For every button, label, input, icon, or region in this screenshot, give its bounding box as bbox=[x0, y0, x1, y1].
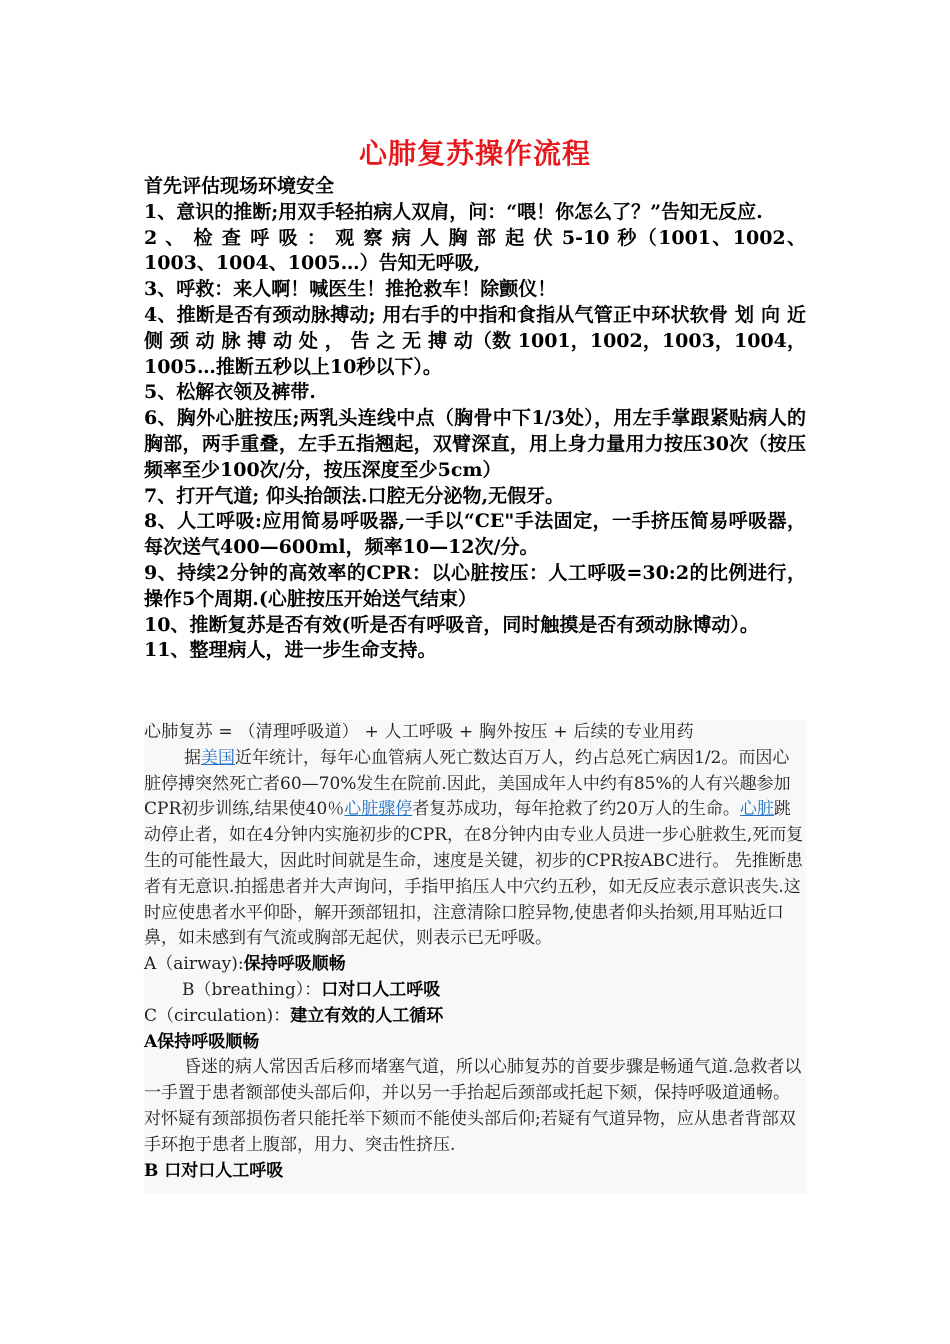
step-5: 5、松解衣领及裤带. bbox=[144, 381, 316, 404]
section-a-body: 昏迷的病人常因舌后移而堵塞气道，所以心肺复苏的首要步骤是畅通气道.急救者以一手置于患者额部使头部后仰，并以另一手抬起后颈部或托起下颏，保持呼吸道通畅。对怀疑有颈部损伤者只能托举下颏而不能使头部后仰;若疑有气道异物，应从患者背部双手环抱于患者上腹部，用力、突击性挤压. bbox=[144, 1057, 802, 1155]
step-8: 8、人工呼吸:应用简易呼吸器,一手以“CE"手法固定，一手挤压简易呼吸器，每次送气400—600ml，频率10—12次/分。 bbox=[144, 510, 806, 559]
step-11: 11、整理病人，进一步生命支持。 bbox=[144, 639, 437, 662]
step-7: 7、打开气道; 仰头抬颌法.口腔无分泌物,无假牙。 bbox=[144, 484, 565, 507]
para-text-3: 者复苏成功，每年抢救了约20万人的生命。 bbox=[412, 799, 740, 820]
link-usa[interactable]: 美国 bbox=[201, 747, 235, 768]
para-text-1: 据 bbox=[184, 747, 201, 768]
step-2: 2 、 检 查 呼 吸 ： 观 察 病 人 胸 部 起 伏 5-10 秒（1001、1002、1003、1004、1005…）告知无呼吸, bbox=[144, 226, 806, 275]
abc-airway bbox=[144, 952, 806, 978]
para-text-2: 近年统计，每年心血管病人死亡数达百万人，约占总死亡病因1/2。而因心脏停搏突然死亡者60—70%发生在院前.因此，美国成年人中约有85%的人有兴趣参加CPR初步训练,结果使40％ bbox=[144, 747, 791, 820]
statistics-paragraph bbox=[144, 746, 806, 952]
abc-b-text: 口对口人工呼吸 bbox=[321, 979, 441, 1000]
abc-a-prefix: A（airway): bbox=[144, 954, 244, 975]
para-text-4: 跳动停止者，如在4分钟内实施初步的CPR，在8分钟内由专业人员进一步心脏救生,死而复生的可能性最大，因此时间就是生命，速度是关键，初步的CPR按ABC进行。 先推断患者有无意识.拍摇患者并大声询问，手指甲掐压人中穴约五秒，如无反应表示意识丧失.这时应使患者水平仰卧，解开颈部钮扣，注意清除口腔异物,使患者仰头抬颏,用耳贴近口鼻，如未感到有气流或胸部无起伏，则表示已无呼吸。 bbox=[144, 799, 804, 949]
section-b-title: B 口对口人工呼吸 bbox=[144, 1160, 284, 1181]
step-9: 9、持续2分钟的高效率的CPR：以心脏按压：人工呼吸=30:2的比例进行，操作5个周期.(心脏按压开始送气结束） bbox=[144, 561, 806, 610]
link-heart[interactable]: 心脏 bbox=[739, 799, 774, 820]
abc-breathing bbox=[144, 978, 806, 1004]
page-title: 心肺复苏操作流程 bbox=[358, 137, 591, 170]
abc-b-prefix: B（breathing）： bbox=[182, 979, 322, 1000]
step-intro: 首先评估现场环境安全 bbox=[144, 175, 335, 197]
step-1: 1、意识的推断;用双手轻拍病人双肩，问：“喂！你怎么了？”告知无反应. bbox=[144, 200, 763, 223]
step-6: 6、胸外心脏按压;两乳头连线中点（胸骨中下1/3处），用左手掌跟紧贴病人的胸部，两手重叠，左手五指翘起，双臂深直，用上身力量用力按压30次（按压频率至少100次/分，按压深度至少5cm） bbox=[144, 407, 806, 481]
abc-a-text: 保持呼吸顺畅 bbox=[243, 954, 346, 975]
procedure-steps bbox=[144, 174, 806, 664]
step-10: 10、推断复苏是否有效(听是否有呼吸音，同时触摸是否有颈动脉博动）。 bbox=[144, 613, 759, 636]
link-cardiac-arrest[interactable]: 心脏骤停 bbox=[344, 799, 413, 820]
section-a-title: A保持呼吸顺畅 bbox=[144, 1031, 260, 1052]
abc-circulation bbox=[144, 1004, 806, 1030]
step-4: 4、推断是否有颈动脉搏动; 用右手的中指和食指从气管正中环状软骨 划 向 近 侧 颈 动 脉 搏 动 处 ， 告 之 无 搏 动（数 1001，1002，1003，1004，1005…推断五秒以上10秒以下）。 bbox=[144, 303, 806, 378]
abc-c-prefix: C（circulation)： bbox=[144, 1005, 291, 1026]
step-3: 3、呼救：来人啊！喊医生！推抢救车！除颤仪！ bbox=[144, 278, 557, 301]
cpr-formula: 心肺复苏 = （清理呼吸道） + 人工呼吸 + 胸外按压 + 后续的专业用药 bbox=[144, 722, 694, 742]
abc-c-text: 建立有效的人工循环 bbox=[290, 1005, 444, 1026]
cpr-explanation-section bbox=[144, 720, 806, 1194]
